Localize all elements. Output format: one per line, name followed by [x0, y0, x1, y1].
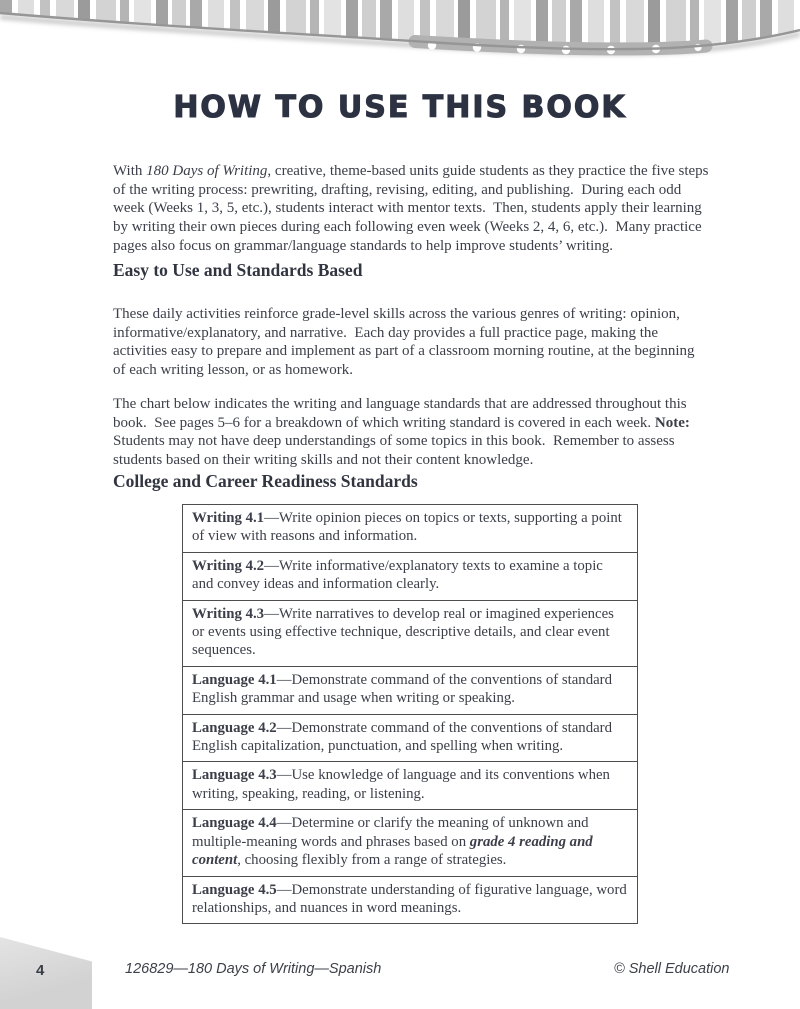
- standards-info-after-note: Students may not have deep understandings of some topics in this book. Remember to assess students based on their writing skills and not their content knowledge.: [113, 414, 694, 469]
- standard-label: Language 4.4: [192, 815, 277, 832]
- standard-description: —Determine or clarify the meaning of unknown and multiple-meaning words and phrases based on: [192, 815, 593, 850]
- striped-curtain-decoration: [0, 0, 800, 62]
- standards-table-body: [183, 505, 637, 923]
- footer-book-id: 126829—180 Days of Writing—Spanish: [125, 961, 382, 977]
- standards-table-row: [183, 877, 637, 924]
- standard-description: —Write narratives to develop real or imagined experiences or events using effective technique, descriptive details, and clear event sequences.: [192, 605, 618, 659]
- standard-label: Language 4.2: [192, 719, 277, 736]
- standard-label: Language 4.3: [192, 767, 277, 784]
- standards-info-paragraph: [113, 395, 709, 470]
- standard-description: —Demonstrate command of the conventions of standard English capitalization, punctuation, and spelling when writing.: [192, 719, 616, 755]
- standards-table-row: [183, 810, 637, 876]
- intro-text-after: , creative, theme-based units guide students as they practice the five steps of the writing process: prewriting, drafting, revising, editing, and publishing. During each odd week (Weeks 1, 3, 5, etc.), students interact with mentor texts. Then, students apply their learning by writing their own pieces during each following even week (Weeks 2, 4, 6, etc.). Many practice pages also focus on grammar/language standards to help improve students’ writing.: [113, 163, 713, 254]
- standards-table-row: [183, 505, 637, 553]
- standards-table-row: [183, 715, 637, 763]
- standard-description: grade 4 reading and content: [192, 833, 597, 869]
- standard-label: Writing 4.3: [192, 605, 265, 622]
- easy-to-use-paragraph: These daily activities reinforce grade-level skills across the various genres of writing: opinion, informative/explanatory, and narrative. Each day provides a full practice page, making the activities easy to prepare and implement as part of a classroom morning routine, at the beginning of each writing lesson, or as homework.: [113, 306, 699, 379]
- standard-description: —Write opinion pieces on topics or texts, supporting a point of view with reasons and information.: [192, 510, 626, 545]
- standards-table-row: [183, 553, 637, 601]
- page-number-tab: [0, 937, 92, 1009]
- standards-table-row: [183, 667, 637, 715]
- note-label: Note:: [654, 414, 690, 431]
- standard-description: —Demonstrate understanding of figurative language, word relationships, and nuances in word meanings.: [192, 881, 631, 916]
- standards-table-row: [183, 762, 637, 810]
- page-title: HOW TO USE THIS BOOK: [173, 90, 627, 125]
- standard-label: Writing 4.1: [192, 510, 265, 526]
- standard-label: Language 4.1: [192, 671, 277, 688]
- standard-description: —Demonstrate command of the conventions of standard English grammar and usage when writing or speaking.: [192, 671, 616, 707]
- footer-publisher: © Shell Education: [614, 961, 730, 977]
- book-title-italic: 180 Days of Writing: [146, 163, 268, 179]
- section-heading-easy-to-use: Easy to Use and Standards Based: [113, 260, 363, 280]
- standard-label: Writing 4.2: [192, 557, 265, 574]
- section-heading-ccrs: College and Career Readiness Standards: [113, 471, 418, 491]
- intro-paragraph: [113, 162, 713, 256]
- standard-description: —Use knowledge of language and its conventions when writing, speaking, reading, or listening.: [192, 767, 614, 802]
- standards-table: [182, 504, 638, 924]
- standards-table-row: [183, 601, 637, 667]
- standard-description: , choosing flexibly from a range of strategies.: [237, 852, 507, 869]
- standard-description: —Write informative/explanatory texts to examine a topic and convey ideas and information clearly.: [192, 557, 607, 593]
- standards-info-before-note: The chart below indicates the writing and language standards that are addressed throughout this book. See pages 5–6 for a breakdown of which writing standard is covered in each week.: [113, 396, 691, 431]
- page-number: 4: [36, 962, 45, 979]
- standard-label: Language 4.5: [192, 881, 277, 898]
- intro-text-before: With: [113, 163, 147, 179]
